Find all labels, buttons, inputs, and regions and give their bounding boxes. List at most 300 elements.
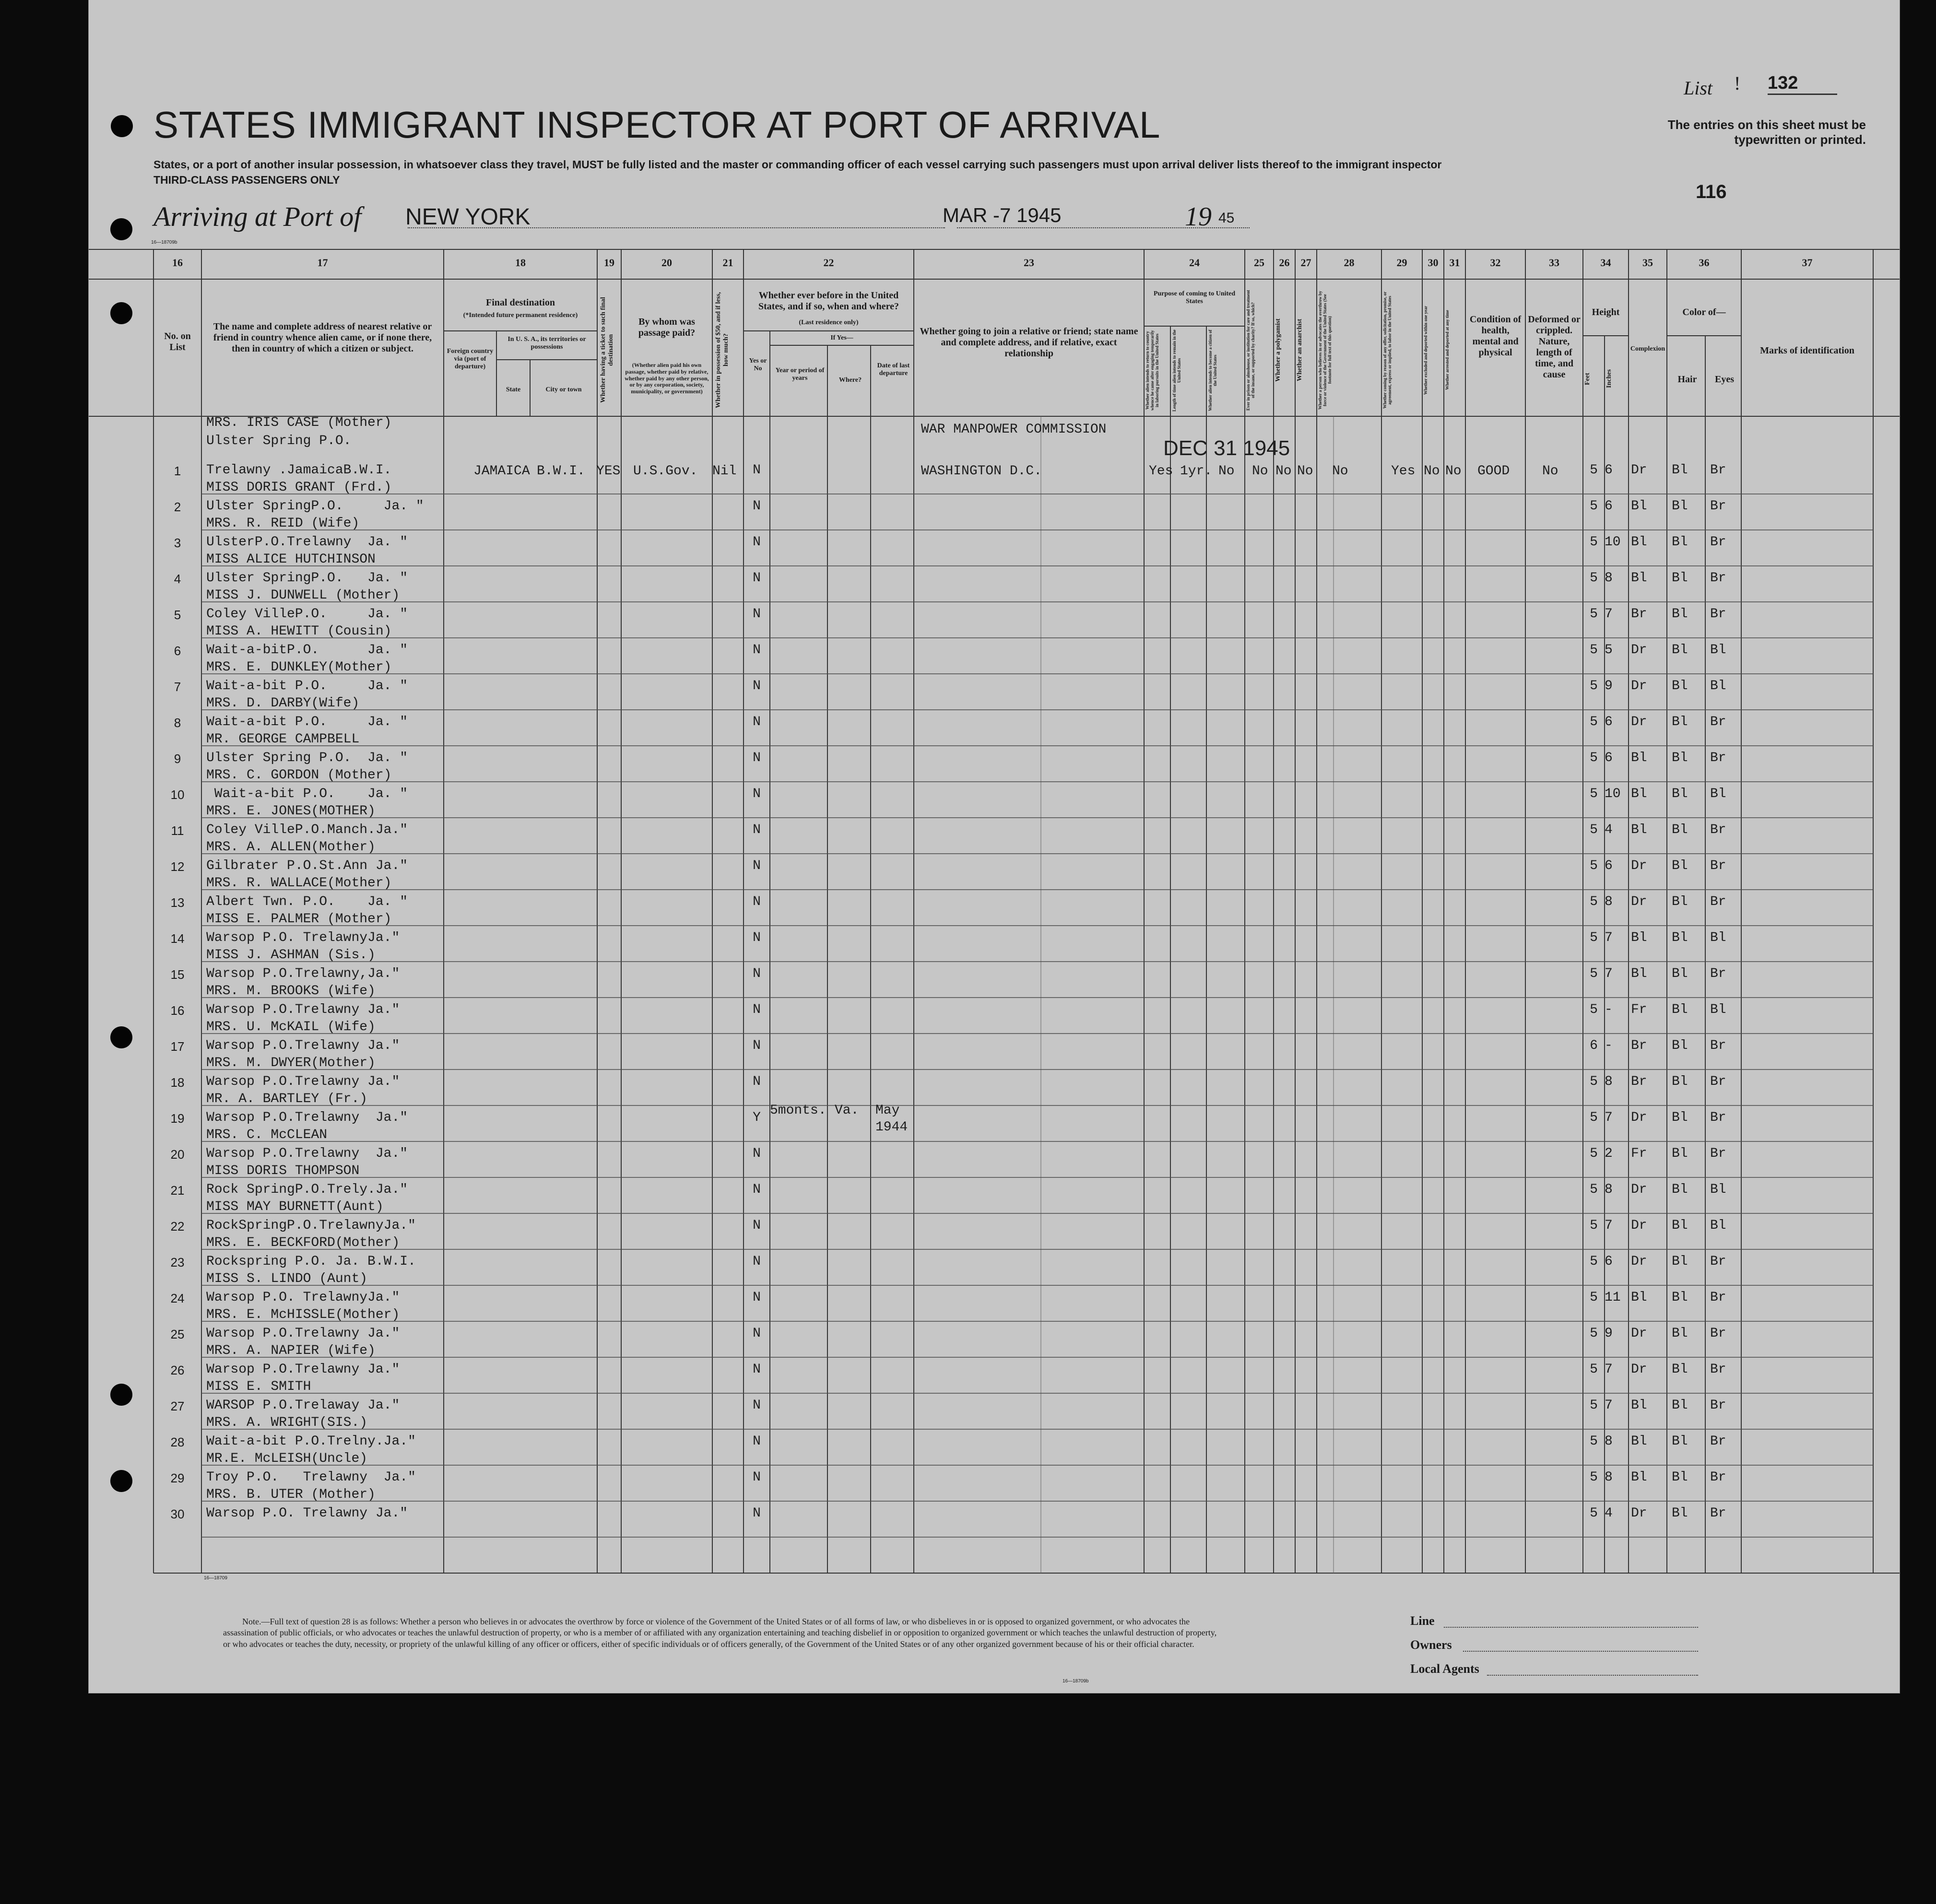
col22-ifyes: If Yes— xyxy=(830,334,853,341)
passage-paid-row1: U.S.Gov. xyxy=(633,464,698,479)
col-num-27: 27 xyxy=(1300,257,1311,269)
complexion: Dr xyxy=(1631,1362,1647,1377)
col18-subheader: (*Intended future permanent residence) xyxy=(463,312,578,319)
eye-color: Br xyxy=(1710,463,1726,478)
col31-header: Whether arrested and deported at any time xyxy=(1445,310,1450,390)
row-number: 24 xyxy=(170,1291,185,1305)
prior-visit-yes-no: N xyxy=(753,1038,761,1053)
col30-header: Whether excluded and deported within one year xyxy=(1423,306,1428,395)
hair-color: Bl xyxy=(1672,1218,1688,1233)
height-inches: 6 xyxy=(1605,499,1613,514)
height-feet: 5 xyxy=(1590,1398,1598,1413)
row-number: 5 xyxy=(174,608,181,622)
hair-color: Bl xyxy=(1672,966,1688,981)
col27-header: Whether an anarchist xyxy=(1296,318,1303,382)
col36-eyes: Eyes xyxy=(1715,374,1734,385)
height-inches: 7 xyxy=(1605,1362,1613,1377)
relative-address: Warsop P.O.Trelawny Ja." xyxy=(206,1074,400,1089)
col-num-32: 32 xyxy=(1490,257,1501,269)
hair-color: Bl xyxy=(1672,858,1688,873)
complexion: Bl xyxy=(1631,1470,1647,1485)
prior-visit-yes-no: N xyxy=(753,930,761,945)
prior-visit-yes-no: N xyxy=(753,1074,761,1089)
height-inches: 7 xyxy=(1605,1398,1613,1413)
next-relative-name: MRS. C. GORDON (Mother) xyxy=(206,768,392,783)
height-feet: 5 xyxy=(1590,463,1598,478)
complexion: Bl xyxy=(1631,966,1647,981)
citizen-intent-row1: No xyxy=(1218,464,1235,479)
row-number: 23 xyxy=(170,1255,185,1269)
col16-header: No. on List xyxy=(164,331,191,353)
row-number: 13 xyxy=(170,895,185,910)
col-num-25: 25 xyxy=(1254,257,1264,269)
col21-header: Whether in possession of $50, and if less, how much? xyxy=(715,292,730,409)
deported-row1: No xyxy=(1445,464,1462,479)
next-relative-name: MR. GEORGE CAMPBELL xyxy=(206,732,360,747)
eye-color: Br xyxy=(1710,894,1726,909)
height-feet: 5 xyxy=(1590,571,1598,586)
height-inches: 10 xyxy=(1605,787,1621,801)
height-inches: 4 xyxy=(1605,823,1613,837)
relative-address: Warsop P.O.Trelawny,Ja." xyxy=(206,966,400,981)
hair-color: Bl xyxy=(1672,715,1688,729)
eye-color: Br xyxy=(1710,1038,1726,1053)
row-number: 18 xyxy=(170,1075,185,1090)
document-title: STATES IMMIGRANT INSPECTOR AT PORT OF ARRIVAL xyxy=(153,104,1161,146)
col22-date: Date of last departure xyxy=(877,362,910,377)
prior-visit-yes-no: N xyxy=(753,1362,761,1377)
next-relative-name: MISS J. DUNWELL (Mother) xyxy=(206,588,400,603)
col22-subheader: (Last residence only) xyxy=(799,319,859,326)
prior-visit-yes-no: N xyxy=(753,1470,761,1485)
eye-color: Br xyxy=(1710,1326,1726,1341)
year-suffix: 45 xyxy=(1218,210,1235,226)
prior-visit-yes-no: N xyxy=(753,643,761,658)
hair-color: Bl xyxy=(1672,894,1688,909)
height-feet: 5 xyxy=(1590,1218,1598,1233)
row-number: 25 xyxy=(170,1327,185,1341)
relative-address: Ulster SpringP.O. Ja. " xyxy=(206,499,424,514)
col22-yesno: Yes or No xyxy=(749,357,767,373)
complexion: Dr xyxy=(1631,1182,1647,1197)
prior-visit-yes-no: N xyxy=(753,1290,761,1305)
list-number: 132 xyxy=(1768,73,1837,95)
prior-visit-yes-no: N xyxy=(753,1506,761,1521)
prior-visit-yes-no: N xyxy=(753,1182,761,1197)
hair-color: Bl xyxy=(1672,1434,1688,1449)
row-number: 3 xyxy=(174,536,181,550)
complexion: Bl xyxy=(1631,1290,1647,1305)
col18-city: City or town xyxy=(545,386,582,393)
complexion: Bl xyxy=(1631,535,1647,550)
line-field xyxy=(1444,1627,1698,1628)
relative-address: Warsop P.O. TrelawnyJa." xyxy=(206,1290,400,1305)
col-num-35: 35 xyxy=(1642,257,1653,269)
col-num-22: 22 xyxy=(823,257,834,269)
height-feet: 6 xyxy=(1590,1038,1598,1053)
prior-visit-yes-no: N xyxy=(753,1326,761,1341)
row-number: 20 xyxy=(170,1147,185,1162)
next-relative-name: MISS DORIS GRANT (Frd.) xyxy=(206,480,392,495)
complexion: Bl xyxy=(1631,751,1647,765)
hair-color: Bl xyxy=(1672,679,1688,693)
col34-feet: Feet xyxy=(1584,373,1591,385)
height-feet: 5 xyxy=(1590,751,1598,765)
height-inches: 2 xyxy=(1605,1146,1613,1161)
row-number: 22 xyxy=(170,1219,185,1234)
prior-date-month-row19: May xyxy=(875,1103,900,1118)
form-code-bottom: 16—18709 xyxy=(204,1575,227,1581)
relative-address: Wait-a-bit P.O. Ja. " xyxy=(206,679,408,693)
hair-color: Bl xyxy=(1672,823,1688,837)
col23-header: Whether going to join a relative or friend; state name and complete address, and if relative, exact relationship xyxy=(920,326,1138,359)
col22-header: Whether ever before in the United States, and if so, when and where? xyxy=(758,290,899,312)
eye-color: Br xyxy=(1710,607,1726,622)
next-relative-name: MRS. M. DWYER(Mother) xyxy=(206,1056,376,1070)
col-num-21: 21 xyxy=(722,257,733,269)
col22-year: Year or period of years xyxy=(775,367,825,382)
height-feet: 5 xyxy=(1590,1074,1598,1089)
complexion: Dr xyxy=(1631,463,1647,478)
prior-visit-yes-no: N xyxy=(753,571,761,586)
complexion: Br xyxy=(1631,1038,1647,1053)
col36-hair: Hair xyxy=(1677,374,1697,385)
col29-header: Whether coming by reason of any offer, solicitation, promise, or agreement, express or implied, to labor in the United States xyxy=(1382,291,1392,409)
height-feet: 5 xyxy=(1590,679,1598,693)
col26-header: Whether a polygamist xyxy=(1275,318,1282,382)
port-of-arrival: NEW YORK xyxy=(405,204,531,230)
row-number: 4 xyxy=(174,572,181,586)
height-feet: 5 xyxy=(1590,1110,1598,1125)
excluded-row1: No xyxy=(1424,464,1440,479)
height-inches: 6 xyxy=(1605,463,1613,478)
height-feet: 5 xyxy=(1590,499,1598,514)
hair-color: Bl xyxy=(1672,643,1688,658)
complexion: Bl xyxy=(1631,787,1647,801)
complexion: Dr xyxy=(1631,1506,1647,1521)
next-relative-name: MR.E. McLEISH(Uncle) xyxy=(206,1451,368,1466)
height-feet: 5 xyxy=(1590,1326,1598,1341)
relative-address: Warsop P.O.Trelawny Ja." xyxy=(206,1362,400,1377)
relative-address: Wait-a-bit P.O. Ja. " xyxy=(206,715,408,729)
eye-color: Br xyxy=(1710,1074,1726,1089)
col-num-20: 20 xyxy=(661,257,672,269)
footnote-form-code: 16—18709b xyxy=(1062,1679,1089,1684)
complexion: Dr xyxy=(1631,1218,1647,1233)
col24-c: Whether alien intends to become a citizen of the United States xyxy=(1208,329,1217,411)
row-number: 19 xyxy=(170,1111,185,1126)
next-relative-name: MRS. A. NAPIER (Wife) xyxy=(206,1343,376,1358)
prior-visit-yes-no: N xyxy=(753,751,761,765)
relative-address: Warsop P.O. TrelawnyJa." xyxy=(206,930,400,945)
col-num-16: 16 xyxy=(172,257,183,269)
next-relative-name: MRS. E. McHISSLE(Mother) xyxy=(206,1307,400,1322)
col18-foreign: Foreign country via (port of departure) xyxy=(447,348,494,371)
col18-usa: In U. S. A., its territories or possessions xyxy=(508,336,586,351)
join-line2-row1: WASHINGTON D.C. xyxy=(921,464,1042,479)
complexion: Br xyxy=(1631,607,1647,622)
hair-color: Bl xyxy=(1672,1146,1688,1161)
col20-header: By whom was passage paid? xyxy=(638,317,696,338)
col-num-30: 30 xyxy=(1428,257,1439,269)
hair-color: Bl xyxy=(1672,787,1688,801)
next-relative-name: MISS E. PALMER (Mother) xyxy=(206,912,392,927)
col17-header: The name and complete address of nearest relative or friend in country whence alien came, or if none there, then in country of which a citizen or subject. xyxy=(213,321,432,354)
manifest-sheet xyxy=(89,0,1900,1693)
hair-color: Bl xyxy=(1672,1110,1688,1125)
complexion: Dr xyxy=(1631,858,1647,873)
relative-address: WARSOP P.O.Trelaway Ja." xyxy=(206,1398,400,1413)
relative-address: Rock SpringP.O.Trely.Ja." xyxy=(206,1182,408,1197)
relative-address: Coley VilleP.O. Ja. " xyxy=(206,607,408,622)
height-inches: 8 xyxy=(1605,1434,1613,1449)
height-feet: 5 xyxy=(1590,1362,1598,1377)
height-feet: 5 xyxy=(1590,715,1598,729)
hair-color: Bl xyxy=(1672,1470,1688,1485)
relative-address: Warsop P.O.Trelawny Ja." xyxy=(206,1038,400,1053)
col28-header: Whether a person who believes in or advocates the overthrow by force or violence of the Government of the United States (See footnote for full text of this question) xyxy=(1318,291,1332,410)
prior-visit-yes-no: N xyxy=(753,1398,761,1413)
height-inches: 10 xyxy=(1605,535,1621,550)
row-number: 16 xyxy=(170,1003,185,1018)
local-agents-label: Local Agents xyxy=(1410,1662,1479,1676)
eye-color: Br xyxy=(1710,966,1726,981)
prior-visit-yes-no: N xyxy=(753,1146,761,1161)
hair-color: Bl xyxy=(1672,751,1688,765)
eye-color: Br xyxy=(1710,1110,1726,1125)
eye-color: Bl xyxy=(1710,679,1726,693)
next-relative-name: MRS. E. DUNKLEY(Mother) xyxy=(206,660,392,675)
relative-address: UlsterP.O.Trelawny Ja. " xyxy=(206,535,408,550)
prior-visit-yes-no: N xyxy=(753,787,761,801)
height-inches: 4 xyxy=(1605,1506,1613,1521)
purpose-return-row1: Yes xyxy=(1149,464,1173,479)
col19-header: Whether having a ticket to such final destination xyxy=(600,297,615,403)
complexion: Dr xyxy=(1631,643,1647,658)
hair-color: Bl xyxy=(1672,535,1688,550)
polygamist-row1: No xyxy=(1275,464,1292,479)
height-feet: 5 xyxy=(1590,607,1598,622)
deformed-row1: No xyxy=(1542,464,1558,479)
col20-subheader: (Whether alien paid his own passage, whether paid by relative, whether paid by any other person, or by any corporation, society, municipality, or government) xyxy=(625,362,709,395)
length-stay-row1: 1yr. xyxy=(1180,464,1213,479)
height-inches: 8 xyxy=(1605,571,1613,586)
health-row1: GOOD xyxy=(1477,464,1510,479)
next-relative-name: MRS. U. McKAIL (Wife) xyxy=(206,1020,376,1034)
arrival-date-stamp: MAR -7 1945 xyxy=(943,204,1062,226)
height-inches: 7 xyxy=(1605,966,1613,981)
eye-color: Br xyxy=(1710,1470,1726,1485)
height-feet: 5 xyxy=(1590,966,1598,981)
labor-offer-row1: Yes xyxy=(1391,464,1416,479)
height-inches: 11 xyxy=(1605,1290,1621,1305)
height-inches: 6 xyxy=(1605,858,1613,873)
owners-field xyxy=(1463,1651,1698,1652)
hair-color: Bl xyxy=(1672,1038,1688,1053)
local-agents-field xyxy=(1487,1675,1698,1676)
row-number: 17 xyxy=(170,1039,185,1054)
join-line1-row1: WAR MANPOWER COMMISSION xyxy=(921,422,1107,437)
ticket-row1: YES xyxy=(596,464,621,479)
row-number: 2 xyxy=(174,500,181,514)
relative-address: Warsop P.O.Trelawny Ja." xyxy=(206,1110,408,1125)
row-number: 26 xyxy=(170,1363,185,1377)
next-relative-name: MRS. E. JONES(MOTHER) xyxy=(206,804,376,819)
col24-a: Whether alien intends to return to country whence he came after engaging temporarily in laboring pursuits in the United States xyxy=(1145,330,1159,411)
complexion: Bl xyxy=(1631,1434,1647,1449)
next-relative-name: MISS ALICE HUTCHINSON xyxy=(206,552,376,567)
height-feet: 5 xyxy=(1590,1506,1598,1521)
eye-color: Br xyxy=(1710,1398,1726,1413)
col32-header: Condition of health, mental and physical xyxy=(1469,314,1522,358)
relative-address: Warsop P.O.Trelawny Ja." xyxy=(206,1146,408,1161)
complexion: Bl xyxy=(1631,571,1647,586)
eye-color: Bl xyxy=(1710,1182,1726,1197)
col24-header: Purpose of coming to United States xyxy=(1153,290,1236,306)
prior-visit-yes-no: N xyxy=(753,966,761,981)
height-inches: 7 xyxy=(1605,607,1613,622)
complexion: Dr xyxy=(1631,715,1647,729)
hair-color: Bl xyxy=(1672,607,1688,622)
row-number: 28 xyxy=(170,1435,185,1449)
height-inches: - xyxy=(1605,1038,1613,1053)
complexion: Fr xyxy=(1631,1002,1647,1017)
row-number: 15 xyxy=(170,967,185,982)
hair-color: Bl xyxy=(1672,1398,1688,1413)
next-relative-name: MRS. R. WALLACE(Mother) xyxy=(206,876,392,891)
height-feet: 5 xyxy=(1590,858,1598,873)
received-date-stamp: DEC 31 1945 xyxy=(1163,436,1290,460)
row-number: 9 xyxy=(174,752,181,766)
complexion: Bl xyxy=(1631,499,1647,514)
height-feet: 5 xyxy=(1590,1002,1598,1017)
eye-color: Bl xyxy=(1710,787,1726,801)
arriving-label: Arriving at Port of xyxy=(153,201,362,232)
prior-period-row19: 5monts. xyxy=(770,1103,826,1118)
page-number: 116 xyxy=(1696,181,1727,202)
prior-visit-yes-no: Y xyxy=(753,1110,761,1125)
complexion: Br xyxy=(1631,1074,1647,1089)
height-inches: 7 xyxy=(1605,1110,1613,1125)
height-inches: 6 xyxy=(1605,1254,1613,1269)
height-feet: 5 xyxy=(1590,787,1598,801)
hair-color: Bl xyxy=(1672,1002,1688,1017)
prior-visit-yes-no: N xyxy=(753,1002,761,1017)
next-relative-name: MR. A. BARTLEY (Fr.) xyxy=(206,1092,368,1106)
height-inches: - xyxy=(1605,1002,1613,1017)
hair-color: Bl xyxy=(1672,499,1688,514)
relative-address: Trelawny .JamaicaB.W.I. xyxy=(206,463,392,478)
hair-color: Bl xyxy=(1672,1506,1688,1521)
height-inches: 7 xyxy=(1605,930,1613,945)
eye-color: Bl xyxy=(1710,643,1726,658)
form-code-top: 16—18709b xyxy=(151,240,177,245)
col18-state: State xyxy=(506,386,521,393)
complexion: Dr xyxy=(1631,1326,1647,1341)
col24-b: Length of time alien intends to remain in the United States xyxy=(1172,329,1181,411)
next-relative-name: MRS. A. ALLEN(Mother) xyxy=(206,840,376,855)
hair-color: Bl xyxy=(1672,571,1688,586)
next-relative-name: MISS S. LINDO (Aunt) xyxy=(206,1271,368,1286)
class-line: THIRD-CLASS PASSENGERS ONLY xyxy=(153,174,340,186)
height-inches: 7 xyxy=(1605,1218,1613,1233)
col-num-36: 36 xyxy=(1699,257,1710,269)
relative-address: Wait-a-bit P.O.Trelny.Ja." xyxy=(206,1434,416,1449)
next-relative-name: MISS A. HEWITT (Cousin) xyxy=(206,624,392,639)
owners-label: Owners xyxy=(1410,1638,1452,1652)
height-inches: 9 xyxy=(1605,679,1613,693)
row-number: 11 xyxy=(171,823,184,838)
row-number: 7 xyxy=(174,680,181,694)
prior-visit-yes-no: N xyxy=(753,858,761,873)
row-number: 27 xyxy=(170,1399,185,1413)
col18-header: Final destination xyxy=(486,297,555,308)
year-prefix: 19 xyxy=(1185,202,1212,232)
prior-visit-yes-no: N xyxy=(753,463,761,478)
next-relative-name: MRS. D. DARBY(Wife) xyxy=(206,696,360,711)
relative-address: Warsop P.O.Trelawny Ja." xyxy=(206,1002,400,1017)
prior-visit-yes-no: N xyxy=(753,715,761,729)
complexion: Dr xyxy=(1631,679,1647,693)
height-feet: 5 xyxy=(1590,1290,1598,1305)
complexion: Fr xyxy=(1631,1146,1647,1161)
sheet-note: The entries on this sheet must be typewritten or printed. xyxy=(1667,118,1866,147)
relative-address: Wait-a-bitP.O. Ja. " xyxy=(206,643,408,658)
height-feet: 5 xyxy=(1590,1182,1598,1197)
list-mark: ! xyxy=(1734,72,1741,94)
complexion: Dr xyxy=(1631,1254,1647,1269)
hair-color: Bl xyxy=(1672,1254,1688,1269)
hair-color: Bl xyxy=(1672,1362,1688,1377)
prior-visit-yes-no: N xyxy=(753,499,761,514)
prior-visit-yes-no: N xyxy=(753,607,761,622)
complexion: Bl xyxy=(1631,930,1647,945)
height-inches: 8 xyxy=(1605,1470,1613,1485)
prison-row1: No xyxy=(1252,464,1268,479)
prior-visit-yes-no: N xyxy=(753,535,761,550)
col37-header: Marks of identification xyxy=(1760,345,1854,356)
height-inches: 9 xyxy=(1605,1326,1613,1341)
relative-address: Albert Twn. P.O. Ja. " xyxy=(206,894,408,909)
prior-date-year-row19: 1944 xyxy=(875,1120,908,1135)
eye-color: Br xyxy=(1710,1434,1726,1449)
height-feet: 5 xyxy=(1590,1254,1598,1269)
relative-address: Warsop P.O.Trelawny Ja." xyxy=(206,1326,400,1341)
hair-color: Bl xyxy=(1672,1326,1688,1341)
eye-color: Br xyxy=(1710,1290,1726,1305)
col33-header: Deformed or crippled. Nature, length of time, and cause xyxy=(1528,314,1581,380)
prior-where-row19: Va. xyxy=(835,1103,859,1118)
next-relative-name: MRS. M. BROOKS (Wife) xyxy=(206,984,376,999)
col-num-26: 26 xyxy=(1279,257,1290,269)
next-relative-name: MISS J. ASHMAN (Sis.) xyxy=(206,948,376,963)
complexion: Dr xyxy=(1631,894,1647,909)
anarchist-row1: No xyxy=(1297,464,1313,479)
height-feet: 5 xyxy=(1590,1146,1598,1161)
relative-address: Ulster SpringP.O. Ja. " xyxy=(206,571,408,586)
col-num-17: 17 xyxy=(317,257,328,269)
row-number: 6 xyxy=(174,644,181,658)
height-inches: 6 xyxy=(1605,715,1613,729)
eye-color: Bl xyxy=(1710,1002,1726,1017)
eye-color: Br xyxy=(1710,1506,1726,1521)
height-inches: 8 xyxy=(1605,894,1613,909)
eye-color: Bl xyxy=(1710,930,1726,945)
col-num-24: 24 xyxy=(1189,257,1200,269)
height-feet: 5 xyxy=(1590,930,1598,945)
prior-visit-yes-no: N xyxy=(753,1218,761,1233)
height-inches: 8 xyxy=(1605,1182,1613,1197)
